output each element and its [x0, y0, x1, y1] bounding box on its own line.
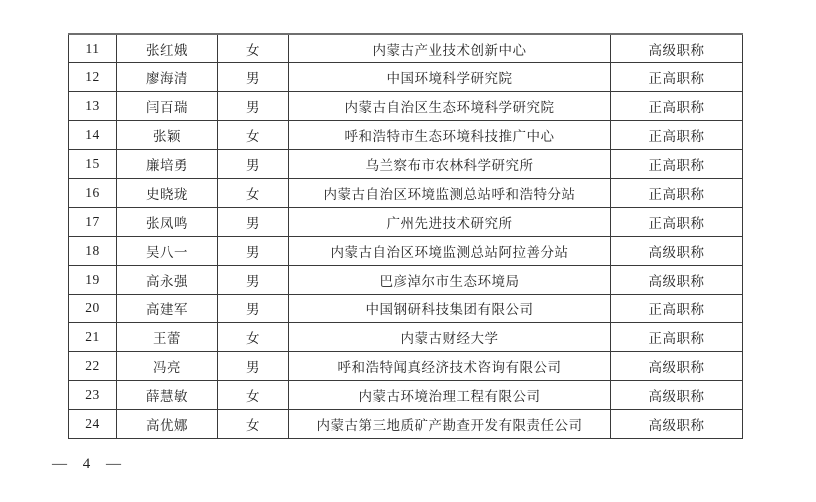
table-row: [69, 236, 743, 265]
cell-row-number: 17: [69, 207, 117, 236]
cell-row-number: 20: [69, 294, 117, 323]
cell-row-number: 16: [69, 178, 117, 207]
cell-name: 廉培勇: [117, 150, 218, 179]
cell-organization: 中国环境科学研究院: [289, 63, 611, 92]
cell-organization: 乌兰察布市农林科学研究所: [289, 150, 611, 179]
cell-title: 正高职称: [611, 207, 743, 236]
cell-name: 张颖: [117, 121, 218, 150]
cell-name: 冯亮: [117, 352, 218, 381]
cell-gender: 男: [218, 92, 289, 121]
table-row: [69, 294, 743, 323]
cell-row-number: 22: [69, 352, 117, 381]
cell-name: 闫百瑞: [117, 92, 218, 121]
cell-row-number: 13: [69, 92, 117, 121]
cell-row-number: 11: [69, 34, 117, 63]
cell-title: 正高职称: [611, 63, 743, 92]
cell-organization: 巴彦淖尔市生态环境局: [289, 265, 611, 294]
cell-gender: 男: [218, 150, 289, 179]
cell-row-number: 21: [69, 323, 117, 352]
cell-title: 高级职称: [611, 34, 743, 63]
cell-title: 正高职称: [611, 150, 743, 179]
table-row: [69, 150, 743, 179]
cell-gender: 男: [218, 207, 289, 236]
cell-title: 高级职称: [611, 265, 743, 294]
cell-row-number: 19: [69, 265, 117, 294]
cell-row-number: 18: [69, 236, 117, 265]
table-row: [69, 92, 743, 121]
cell-gender: 男: [218, 294, 289, 323]
cell-name: 张凤鸣: [117, 207, 218, 236]
cell-name: 张红娥: [117, 34, 218, 63]
cell-organization: 广州先进技术研究所: [289, 207, 611, 236]
cell-row-number: 15: [69, 150, 117, 179]
table-row: [69, 63, 743, 92]
table-row: [69, 207, 743, 236]
cell-organization: 内蒙古环境治理工程有限公司: [289, 381, 611, 410]
cell-gender: 男: [218, 352, 289, 381]
cell-row-number: 12: [69, 63, 117, 92]
cell-title: 正高职称: [611, 178, 743, 207]
cell-name: 高优娜: [117, 410, 218, 439]
table-row: [69, 121, 743, 150]
cell-title: 正高职称: [611, 121, 743, 150]
table-row: [69, 323, 743, 352]
cell-title: 正高职称: [611, 323, 743, 352]
cell-gender: 男: [218, 236, 289, 265]
cell-title: 正高职称: [611, 92, 743, 121]
cell-gender: 女: [218, 323, 289, 352]
cell-title: 高级职称: [611, 236, 743, 265]
cell-name: 吴八一: [117, 236, 218, 265]
cell-organization: 中国钢研科技集团有限公司: [289, 294, 611, 323]
table-row: [69, 34, 743, 63]
cell-row-number: 23: [69, 381, 117, 410]
cell-gender: 女: [218, 121, 289, 150]
table-row: [69, 410, 743, 439]
cell-organization: 内蒙古自治区环境监测总站呼和浩特分站: [289, 178, 611, 207]
cell-gender: 女: [218, 381, 289, 410]
cell-row-number: 24: [69, 410, 117, 439]
cell-gender: 女: [218, 178, 289, 207]
cell-name: 史晓珑: [117, 178, 218, 207]
cell-row-number: 14: [69, 121, 117, 150]
cell-organization: 内蒙古第三地质矿产勘查开发有限责任公司: [289, 410, 611, 439]
cell-gender: 女: [218, 34, 289, 63]
cell-title: 高级职称: [611, 410, 743, 439]
page-number: — 4 —: [52, 456, 127, 472]
cell-name: 王蕾: [117, 323, 218, 352]
table-row: [69, 178, 743, 207]
cell-title: 高级职称: [611, 352, 743, 381]
cell-organization: 呼和浩特闻真经济技术咨询有限公司: [289, 352, 611, 381]
cell-title: 正高职称: [611, 294, 743, 323]
cell-organization: 内蒙古自治区环境监测总站阿拉善分站: [289, 236, 611, 265]
personnel-roster-body: [69, 34, 743, 438]
cell-name: 高永强: [117, 265, 218, 294]
table-row: [69, 265, 743, 294]
table-row: [69, 381, 743, 410]
cell-gender: 男: [218, 63, 289, 92]
table-row: [69, 352, 743, 381]
cell-organization: 内蒙古产业技术创新中心: [289, 34, 611, 63]
cell-name: 高建军: [117, 294, 218, 323]
cell-organization: 呼和浩特市生态环境科技推广中心: [289, 121, 611, 150]
personnel-roster-table: [68, 33, 743, 439]
cell-name: 廖海清: [117, 63, 218, 92]
cell-title: 高级职称: [611, 381, 743, 410]
cell-gender: 男: [218, 265, 289, 294]
cell-organization: 内蒙古自治区生态环境科学研究院: [289, 92, 611, 121]
cell-gender: 女: [218, 410, 289, 439]
cell-name: 薛慧敏: [117, 381, 218, 410]
cell-organization: 内蒙古财经大学: [289, 323, 611, 352]
